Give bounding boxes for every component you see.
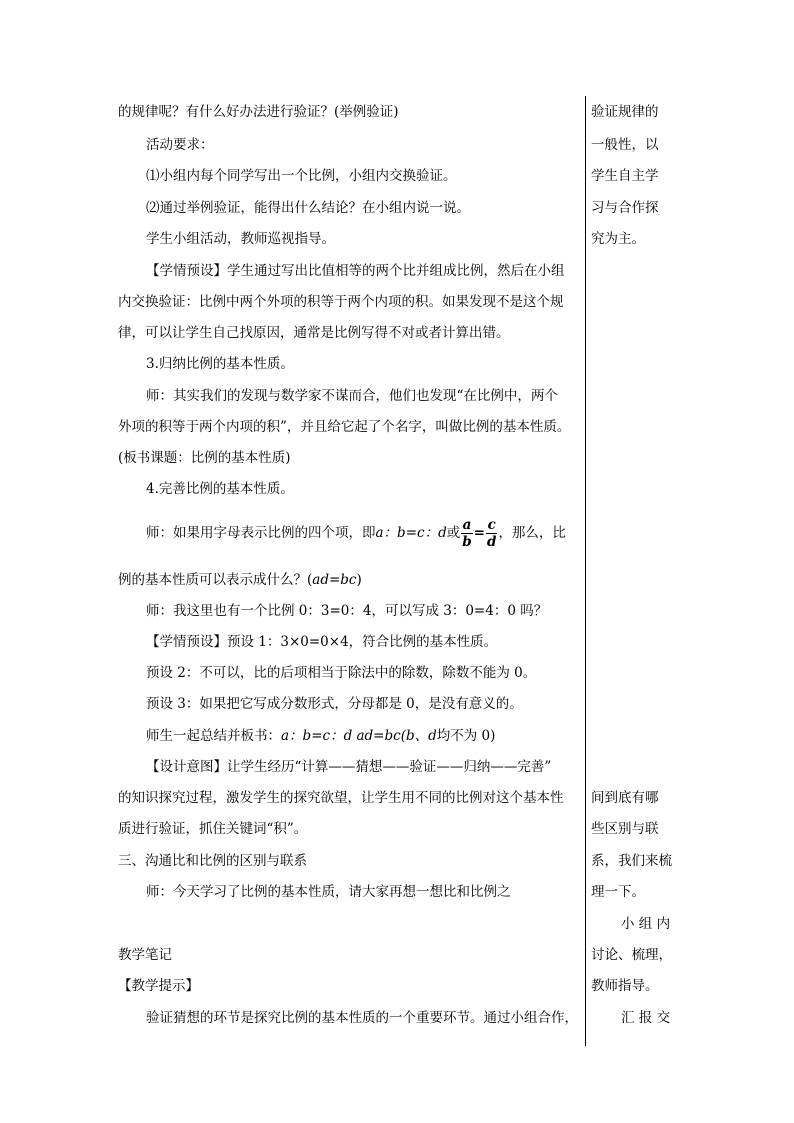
- text-line: 活动要求：: [146, 137, 214, 153]
- side-note-line: 学生自主学: [591, 168, 659, 184]
- text-line: 预设 3：如果把它写成分数形式，分母都是 0，是没有意义的。: [146, 696, 523, 712]
- text-segment: 师生一起总结并板书：: [146, 728, 281, 744]
- text-line: 3.归纳比例的基本性质。: [146, 356, 294, 372]
- text-line: 师：我这里也有一个比例 0：3=0：4，可以写成 3：0=4：0 吗？: [146, 603, 548, 619]
- side-note-line: 教师指导。: [591, 978, 659, 994]
- fraction-c-d: [486, 517, 497, 550]
- text-line: 师：其实我们的发现与数学家不谋而合，他们也发现“在比例中，两个: [146, 388, 558, 404]
- notes-heading: 教学笔记: [118, 947, 172, 963]
- text-line: ⑵通过举例验证，能得出什么结论？在小组内说一说。: [146, 200, 470, 216]
- side-note-line: 系，我们来梳: [591, 853, 672, 869]
- text-line: [146, 726, 495, 746]
- text-line: 师：今天学习了比例的基本性质，请大家再想一想比和比例之: [146, 884, 511, 900]
- text-line: ⑴小组内每个同学写出一个比例，小组内交换验证。: [146, 168, 457, 184]
- text-segment: ，那么，比: [498, 525, 566, 541]
- text-line: 的规律呢？有什么好办法进行验证？(举例验证): [118, 104, 399, 120]
- side-note-line: 讨论、梳理，: [591, 947, 672, 963]
- side-note-line: 汇 报 交: [621, 1010, 671, 1026]
- text-line: 律，可以让学生自己找原因，通常是比例写得不对或者计算出错。: [118, 325, 510, 341]
- side-note-line: 小 组 内: [621, 916, 671, 932]
- text-segment: 或: [446, 525, 461, 541]
- text-segment: 师：如果用字母表示比例的四个项，即: [146, 525, 376, 541]
- formula-expression: a：b=c：d ad=bc(b、d: [281, 728, 437, 744]
- fraction-denominator: b: [462, 534, 472, 550]
- text-line: 的知识探究过程，激发学生的探究欲望，让学生用不同的比例对这个基本性: [118, 790, 564, 806]
- text-line: 学生小组活动，教师巡视指导。: [146, 231, 335, 247]
- text-line: 【学情预设】预设 1：3×0=0×4，符合比例的基本性质。: [146, 634, 498, 650]
- fraction-numerator: c: [487, 517, 496, 533]
- side-note-line: 究为主。: [591, 231, 645, 247]
- side-note-line: 间到底有哪: [591, 790, 659, 806]
- text-line: 【学情预设】学生通过写出比值相等的两个比并组成比例，然后在小组: [146, 263, 565, 279]
- text-segment: 均不为 0): [436, 728, 496, 744]
- side-note-line: 些区别与联: [591, 821, 659, 837]
- ratio-expression: a：b=c：d: [375, 525, 447, 541]
- formula-expression: ad=bc: [312, 572, 357, 588]
- text-segment: 例的基本性质可以表示成什么？(: [118, 572, 313, 588]
- text-line: [118, 570, 362, 590]
- side-note-line: 理一下。: [591, 884, 645, 900]
- side-note-line: 习与合作探: [591, 200, 659, 216]
- section-heading: 三、沟通比和比例的区别与联系: [118, 853, 307, 869]
- column-divider: [585, 96, 586, 1046]
- side-note-line: 验证规律的: [591, 104, 659, 120]
- text-line: 验证猜想的环节是探究比例的基本性质的一个重要环节。通过小组合作，: [146, 1010, 578, 1026]
- fraction-denominator: d: [486, 534, 497, 550]
- equals-sign: =: [473, 525, 485, 541]
- text-line: 4.完善比例的基本性质。: [146, 481, 294, 497]
- text-segment: ): [356, 572, 362, 588]
- text-line: 外项的积等于两个内项的积”，并且给它起了个名字，叫做比例的基本性质。: [118, 419, 571, 435]
- formula-line: [146, 516, 566, 550]
- text-line: (板书课题：比例的基本性质): [118, 450, 291, 466]
- text-line: 内交换验证：比例中两个外项的积等于两个内项的积。如果发现不是这个规: [118, 294, 564, 310]
- text-line: 【设计意图】让学生经历“计算——猜想——验证——归纳——完善”: [146, 759, 552, 775]
- tips-heading: 【教学提示】: [118, 978, 199, 994]
- text-line: 预设 2：不可以，比的后项相当于除法中的除数，除数不能为 0。: [146, 665, 537, 681]
- fraction-numerator: a: [462, 517, 472, 533]
- text-line: 质进行验证，抓住关键词“积”。: [118, 821, 308, 837]
- fraction-a-b: [461, 517, 472, 550]
- side-note-line: 一般性，以: [591, 137, 659, 153]
